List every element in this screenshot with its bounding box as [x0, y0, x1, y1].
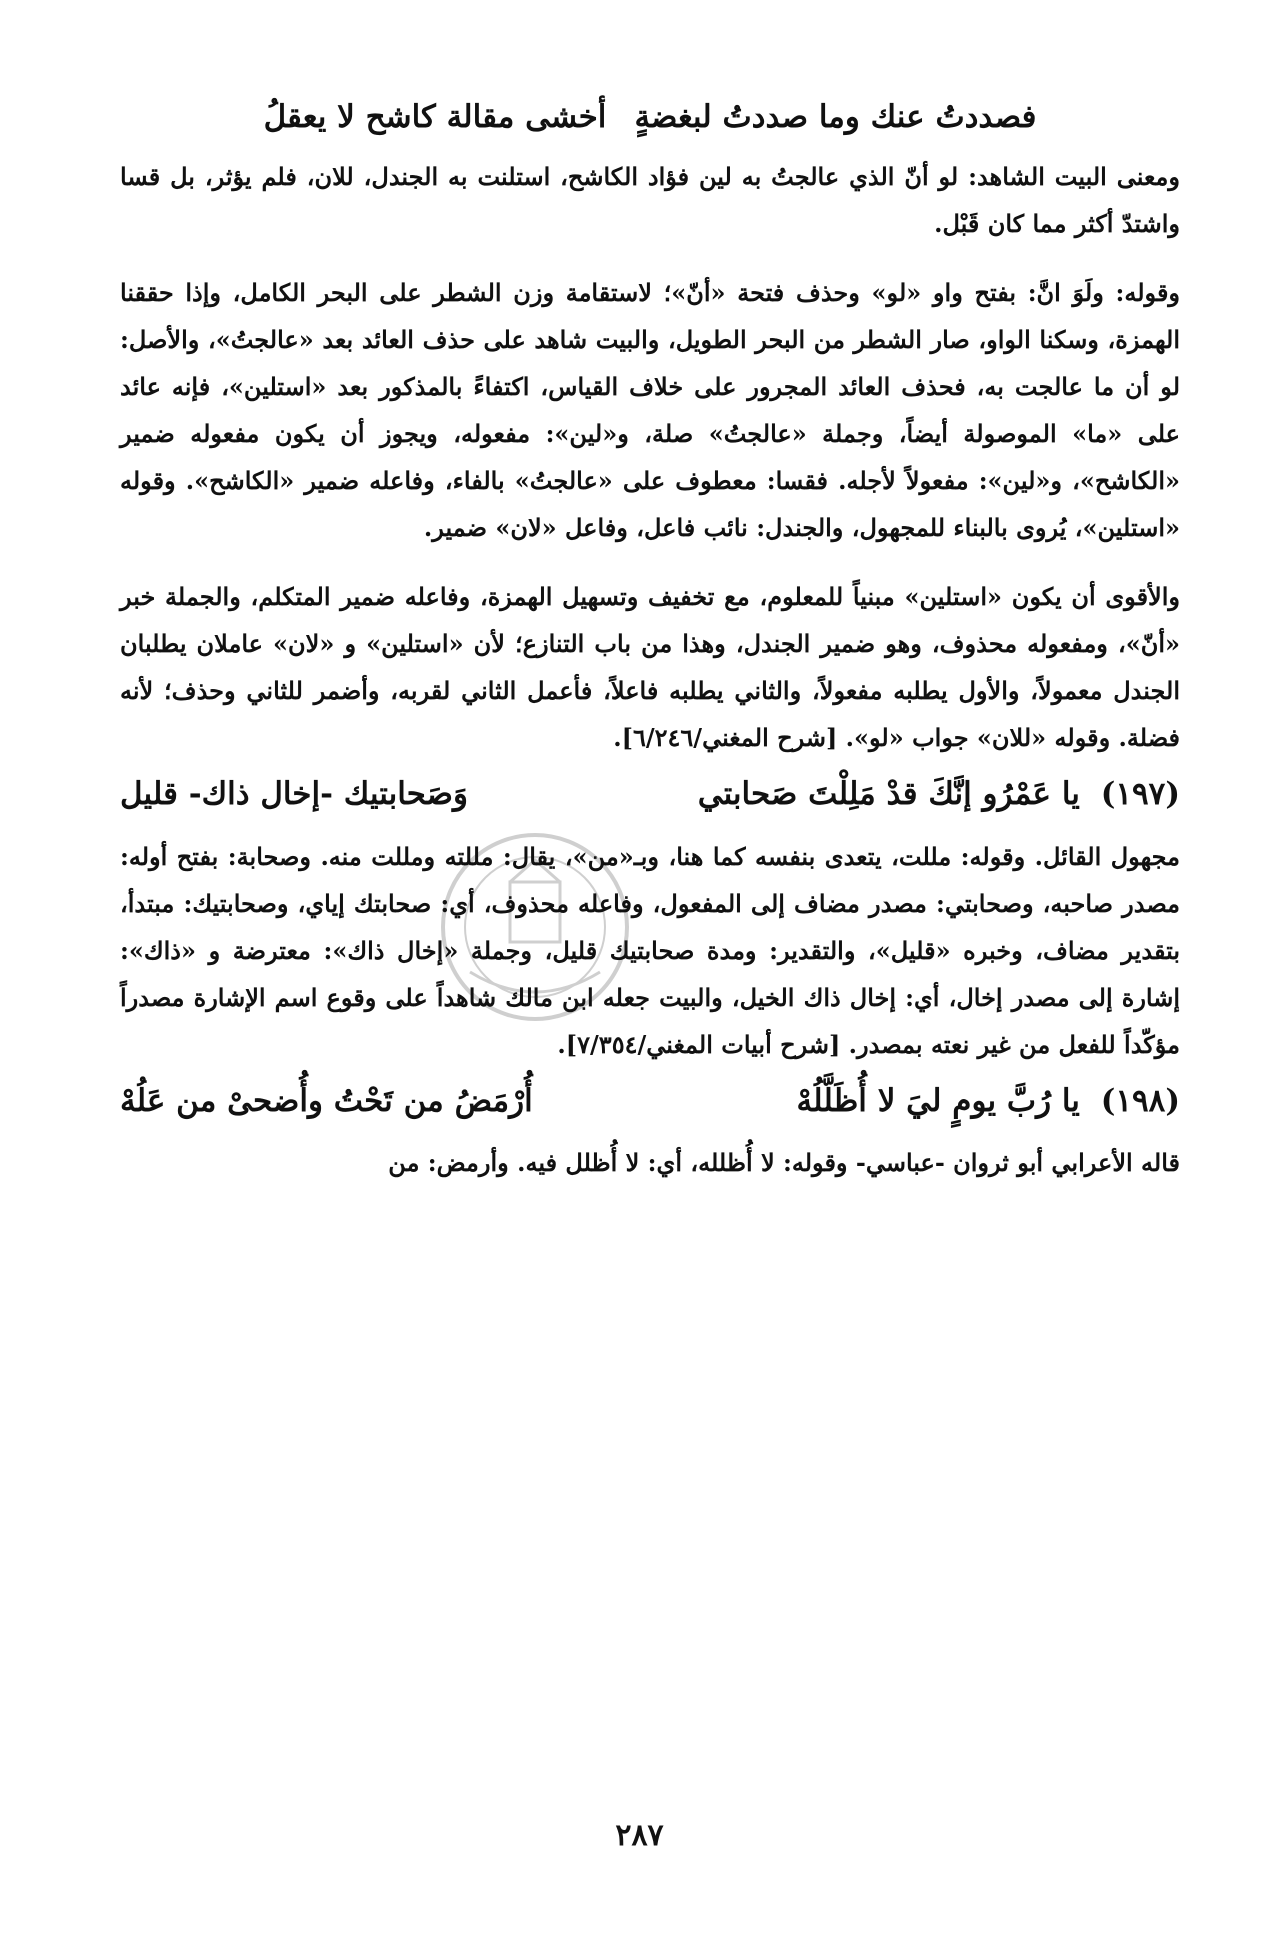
- top-verse-hemistich-2: أخشى مقالة كاشح لا يعقلُ: [263, 99, 607, 135]
- paragraph-verse-meaning: ومعنى البيت الشاهد: لو أنّ الذي عالجتُ به لين فؤاد الكاشح، استلنت به الجندل، للان، فلم يؤثر، بل قسا واشتدّ أكثر مما كان قَبْل.: [120, 162, 1180, 239]
- verse-197-hemistich-1: يا عَمْرُو إنَّكَ قدْ مَلِلْتَ صَحابتي: [697, 776, 1080, 813]
- top-verse: [120, 96, 1180, 139]
- verse-197-hemistich-2: وَصَحابتيك -إخال ذاك- قليل: [120, 776, 468, 813]
- paragraph-verse-197-commentary: مجهول القائل. وقوله: مللت، يتعدى بنفسه كما هنا، وبـ«من»، يقال: مللته ومللت منه. وصحابة: بفتح أوله: مصدر صاحبه، وصحابتي: مصدر مضاف إلى المفعول، وفاعله محذوف، أي: صحابتك إياي، وصحابتيك: مبتدأ، بتقدير مضاف، وخبره «قليل»، والتقدير: ومدة صحابتيك قليل، وجملة «إخال ذاك»: معترضة و «ذاك»: إشارة إلى مصدر إخال، أي: إخال ذاك الخيل، والبيت جعله ابن مالك شاهداً على وقوع اسم الإشارة مصدراً مؤكّداً للفعل من غير نعته بمصدر. [شرح أبيات المغني/٧/٣٥٤].: [120, 841, 1181, 1059]
- page-number: ٢٨٧: [615, 1818, 664, 1853]
- verse-197: [120, 773, 1180, 816]
- verse-198: [120, 1080, 1180, 1123]
- paragraph-verse-198-commentary: قاله الأعرابي أبو ثروان -عباسي- وقوله: لا أُظلله، أي: لا أُظلل فيه. وأرمض: من: [388, 1148, 1180, 1178]
- paragraph-alternative-analysis: والأقوى أن يكون «استلين» مبنياً للمعلوم، مع تخفيف وتسهيل الهمزة، وفاعله ضمير المتكلم، والجملة خبر «أنّ»، ومفعوله محذوف، وهو ضمير الجندل، وهذا من باب التنازع؛ لأن «استلين» و «لان» عاملان يطلبان الجندل معمولاً، والأول يطلبه مفعولاً، والثاني يطلبه فاعلاً، فأعمل الثاني لقربه، وأضمر للثاني وحذف؛ لأنه فضلة. وقوله «للان» جواب «لو». [شرح المغني/٦/٢٤٦].: [120, 582, 1180, 753]
- top-verse-hemistich-1: فصددتُ عنك وما صددتُ لبغضةٍ: [634, 99, 1037, 135]
- verse-198-number: (١٩٨): [1100, 1082, 1180, 1119]
- verse-198-hemistich-1: يا رُبَّ يومٍ ليَ لا أُظَلَّلُهْ: [796, 1082, 1080, 1119]
- page-content: [120, 96, 1180, 1186]
- verse-197-number: (١٩٧): [1100, 776, 1180, 813]
- verse-198-hemistich-2: أُرْمَضُ من تَحْتُ وأُضحىْ من عَلُهْ: [120, 1082, 533, 1119]
- paragraph-grammar-analysis: وقوله: ولَوَ انَّ: بفتح واو «لو» وحذف فتحة «أنّ»؛ لاستقامة وزن الشطر على البحر الكامل، وإذا حققنا الهمزة، وسكنا الواو، صار الشطر من البحر الطويل، والبيت شاهد على حذف العائد بعد «عالجتُ»، والأصل: لو أن ما عالجت به، فحذف العائد المجرور على خلاف القياس، اكتفاءً بالمذكور بعد «استلين»، فإنه عائد على «ما» الموصولة أيضاً، وجملة «عالجتُ» صلة، و«لين»: مفعوله، ويجوز أن يكون مفعوله ضمير «الكاشح»، و«لين»: مفعولاً لأجله. فقسا: معطوف على «عالجتُ» بالفاء، وفاعله ضمير «الكاشح». وقوله «استلين»، يُروى بالبناء للمجهول، والجندل: نائب فاعل، وفاعل «لان» ضمير.: [120, 278, 1181, 543]
